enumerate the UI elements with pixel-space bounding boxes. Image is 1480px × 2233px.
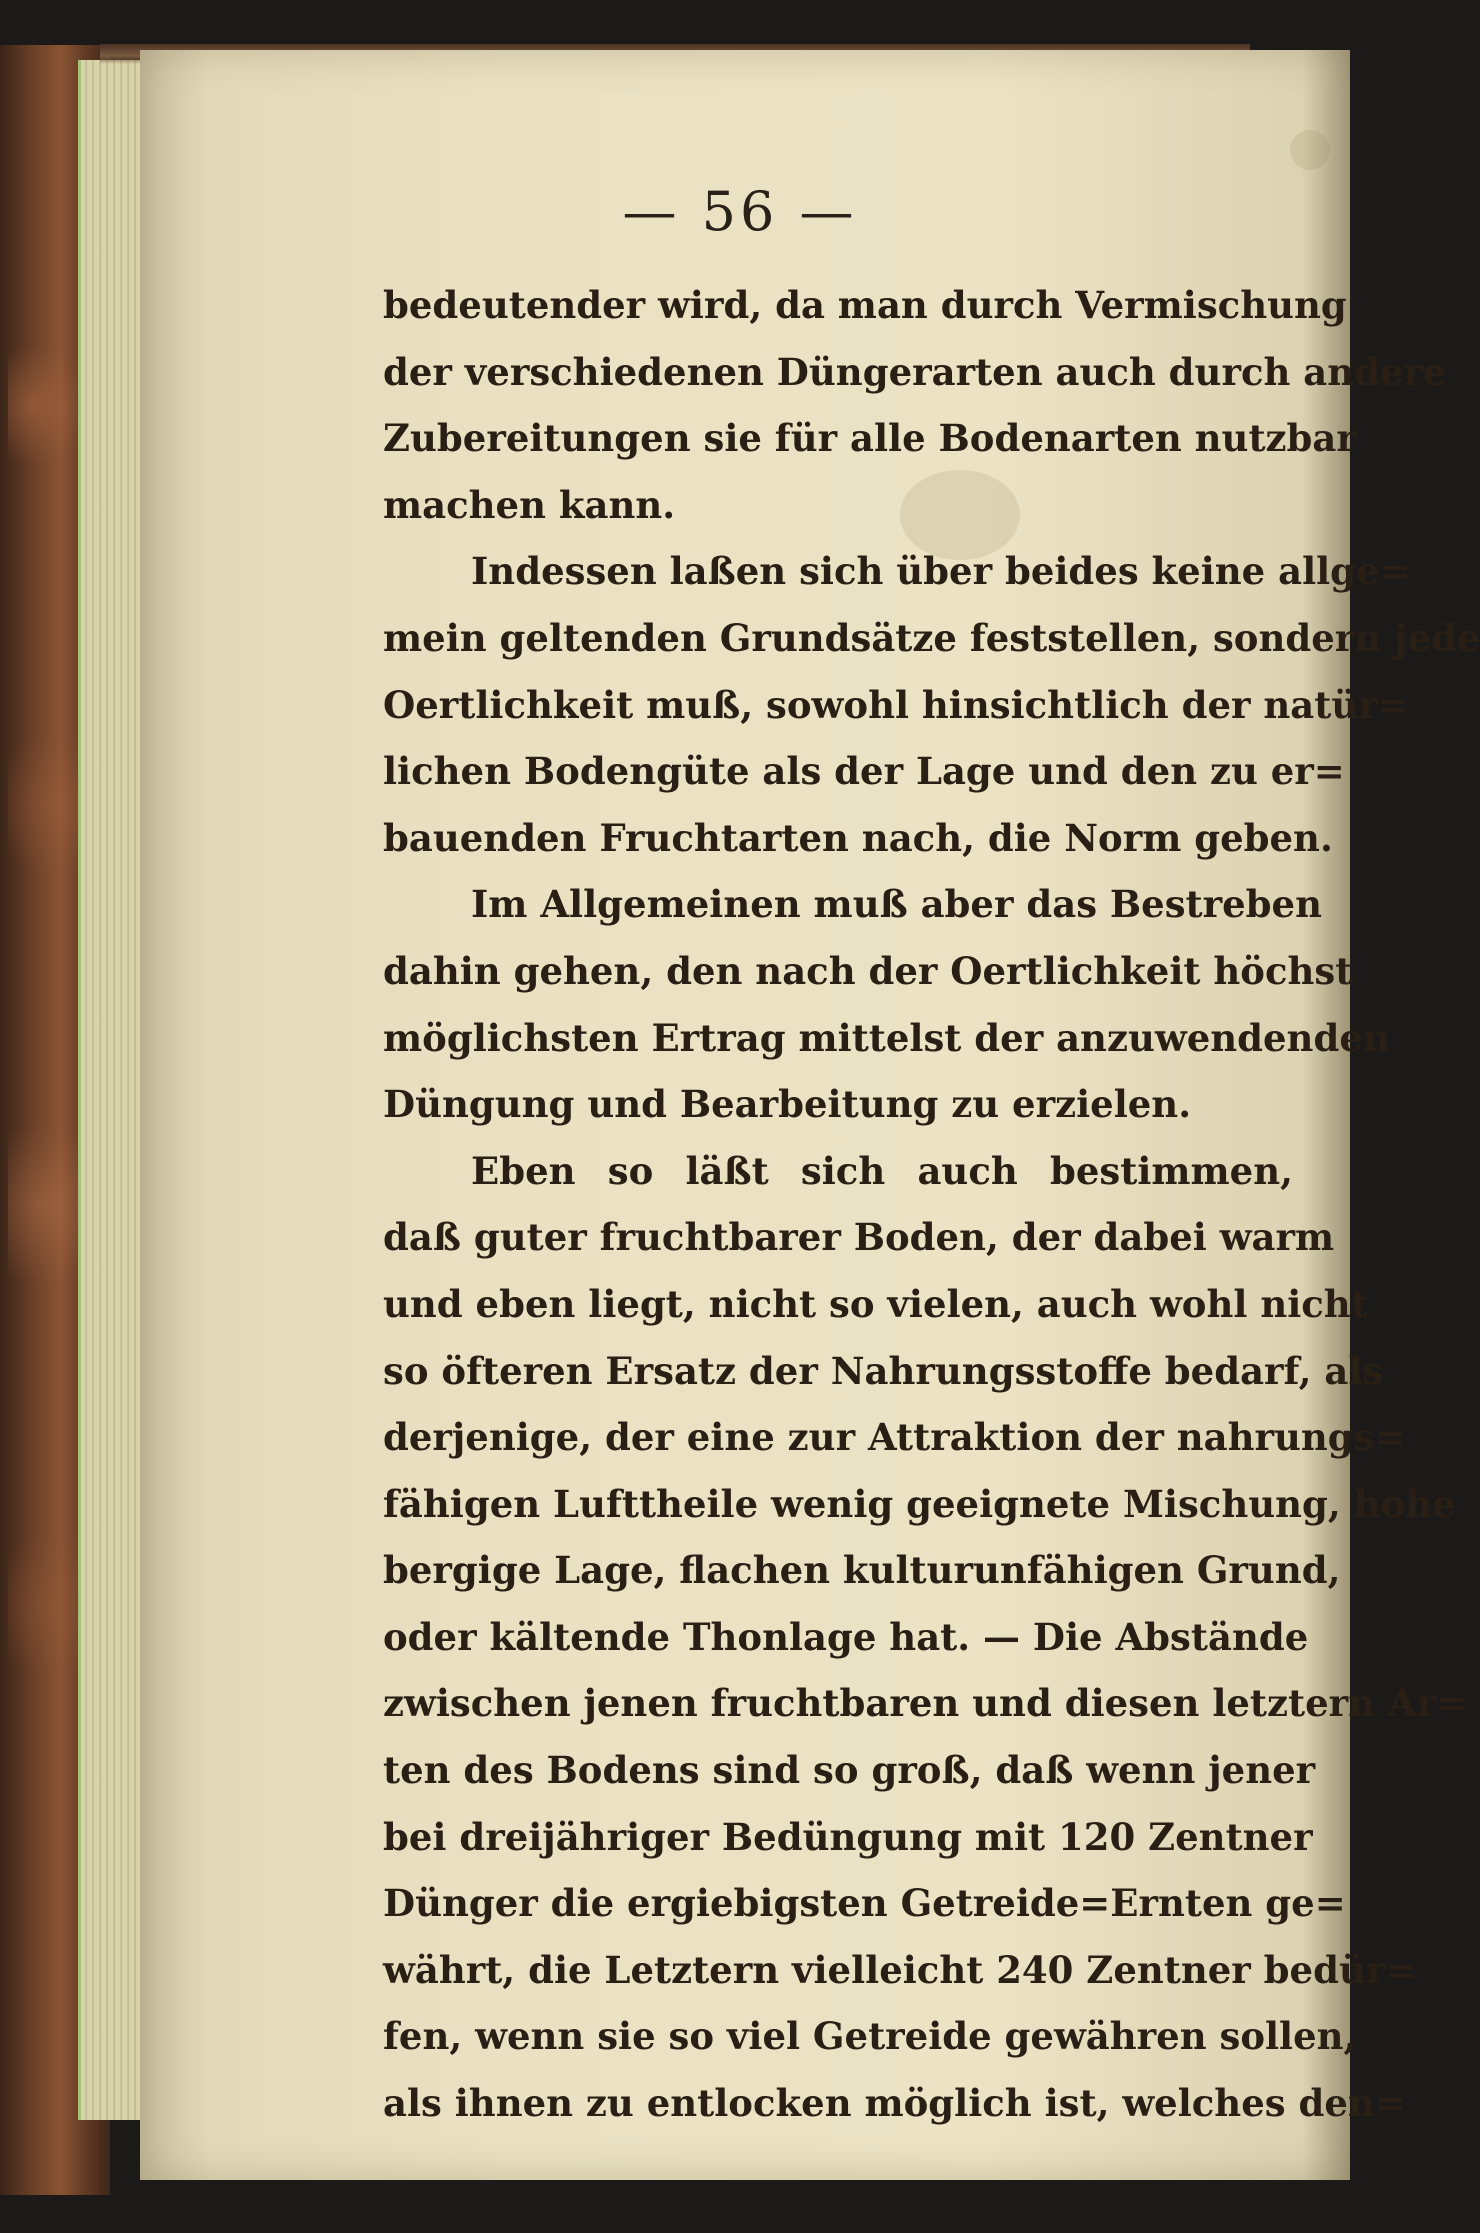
paragraph-start-line: Eben so läßt sich auch bestimmen, xyxy=(471,1148,1293,1193)
text-line: und eben liegt, nicht so vielen, auch wohl nicht xyxy=(383,1281,1368,1326)
text-line: derjenige, der eine zur Attraktion der nahrungs= xyxy=(383,1415,1406,1460)
paragraph-start-line: Indessen laßen sich über beides keine allge= xyxy=(471,549,1411,594)
text-line: Oertlichkeit muß, sowohl hinsichtlich der natür= xyxy=(383,682,1409,727)
text-line: machen kann. xyxy=(383,482,676,527)
text-line: Düngung und Bearbeitung zu erzielen. xyxy=(383,1082,1192,1127)
text-line: daß guter fruchtbarer Boden, der dabei warm xyxy=(383,1215,1335,1260)
text-line: mein geltenden Grundsätze feststellen, sondern jede xyxy=(383,615,1480,660)
text-line: bergige Lage, flachen kulturunfähigen Grund, xyxy=(383,1548,1341,1593)
text-line: als ihnen zu entlocken möglich ist, welches den= xyxy=(383,2081,1406,2126)
cover-marbling xyxy=(8,245,88,1845)
text-line: lichen Bodengüte als der Lage und den zu er= xyxy=(383,749,1345,794)
text-line: oder kältende Thonlage hat. — Die Abstände xyxy=(383,1614,1309,1659)
text-line: ten des Bodens sind so groß, daß wenn jener xyxy=(383,1748,1316,1793)
text-line: so öfteren Ersatz der Nahrungsstoffe bedarf, als xyxy=(383,1348,1384,1393)
text-line: währt, die Letztern vielleicht 240 Zentner bedür= xyxy=(383,1947,1417,1992)
text-line: bedeutender wird, da man durch Vermischung xyxy=(383,283,1347,327)
text-line: Zubereitungen sie für alle Bodenarten nutzbar xyxy=(383,416,1356,461)
text-line: bei dreijähriger Bedüngung mit 120 Zentner xyxy=(383,1814,1313,1859)
text-line: Dünger die ergiebigsten Getreide=Ernten ge= xyxy=(383,1881,1346,1926)
text-line: zwischen jenen fruchtbaren und diesen letztern Ar= xyxy=(383,1681,1468,1726)
paper-stain xyxy=(1290,130,1330,170)
text-line: der verschiedenen Düngerarten auch durch andere xyxy=(383,349,1447,394)
body-text xyxy=(383,272,1480,2137)
text-line: fen, wenn sie so viel Getreide gewähren sollen, xyxy=(383,2014,1357,2059)
page-number: — 56 — xyxy=(622,180,858,243)
text-line: bauenden Fruchtarten nach, die Norm geben. xyxy=(383,815,1333,860)
paragraph-start-line: Im Allgemeinen muß aber das Bestreben xyxy=(471,882,1322,927)
text-line: dahin gehen, den nach der Oertlichkeit höchst xyxy=(383,948,1353,993)
text-line: fähigen Lufttheile wenig geeignete Mischung, hohe xyxy=(383,1481,1456,1526)
text-line: möglichsten Ertrag mittelst der anzuwendenden xyxy=(383,1015,1390,1060)
